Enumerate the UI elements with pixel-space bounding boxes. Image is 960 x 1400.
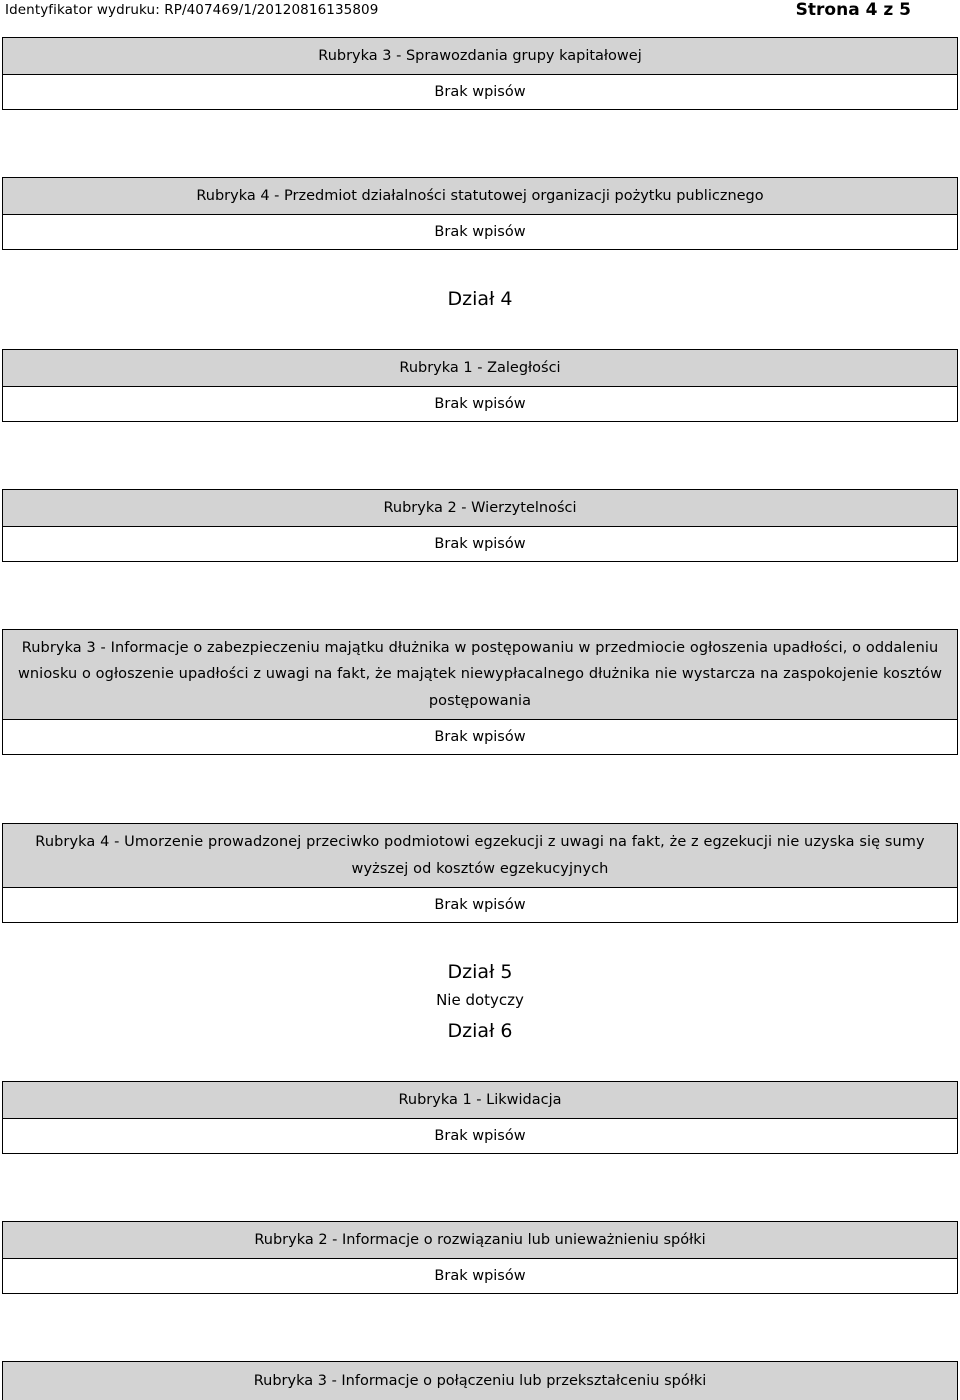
rubric-receivables <box>2 489 958 562</box>
rubric-title: Rubryka 3 - Informacje o połączeniu lub przekształceniu spółki <box>3 1362 957 1400</box>
rubric-enforcement-discontinued <box>2 823 958 923</box>
rubric-content: Brak wpisów <box>3 720 957 754</box>
section-heading-dzial-5: Dział 5 <box>447 961 513 983</box>
rubric-content: Brak wpisów <box>3 75 957 109</box>
page-number: Strona 4 z 5 <box>795 0 911 20</box>
rubric-title: Rubryka 4 - Umorzenie prowadzonej przeciwko podmiotowi egzekucji z uwagi na fakt, że z egzekucji nie uzyska się sumy wyższej od kosztów egzekucyjnych <box>3 824 957 888</box>
rubric-title: Rubryka 1 - Zaległości <box>3 350 957 387</box>
rubric-title: Rubryka 1 - Likwidacja <box>3 1082 957 1119</box>
rubric-bankruptcy-security <box>2 629 958 755</box>
rubric-liquidation <box>2 1081 958 1154</box>
print-identifier: Identyfikator wydruku: RP/407469/1/20120816135809 <box>5 2 379 18</box>
rubric-merger <box>2 1361 958 1400</box>
section-heading-dzial-4: Dział 4 <box>447 288 513 310</box>
rubric-content: Brak wpisów <box>3 1119 957 1153</box>
rubric-title: Rubryka 3 - Sprawozdania grupy kapitałowej <box>3 38 957 75</box>
rubric-title: Rubryka 2 - Informacje o rozwiązaniu lub unieważnieniu spółki <box>3 1222 957 1259</box>
rubric-title: Rubryka 3 - Informacje o zabezpieczeniu majątku dłużnika w postępowaniu w przedmiocie ogłoszenia upadłości, o oddaleniu wniosku o ogłoszenie upadłości z uwagi na fakt, że majątek niewypłacalnego dłużnika nie wystarcza na zaspokojenie kosztów postępowania <box>3 630 957 720</box>
rubric-content: Brak wpisów <box>3 888 957 922</box>
rubric-title: Rubryka 4 - Przedmiot działalności statutowej organizacji pożytku publicznego <box>3 178 957 215</box>
rubric-content: Brak wpisów <box>3 215 957 249</box>
section-heading-dzial-6: Dział 6 <box>447 1020 513 1042</box>
rubric-content: Brak wpisów <box>3 387 957 421</box>
rubric-arrears <box>2 349 958 422</box>
rubric-content: Brak wpisów <box>3 527 957 561</box>
section-note: Nie dotyczy <box>436 991 524 1009</box>
rubric-capital-group-reports <box>2 37 958 110</box>
rubric-content: Brak wpisów <box>3 1259 957 1293</box>
rubric-statutory-activity <box>2 177 958 250</box>
rubric-title: Rubryka 2 - Wierzytelności <box>3 490 957 527</box>
rubric-dissolution <box>2 1221 958 1294</box>
